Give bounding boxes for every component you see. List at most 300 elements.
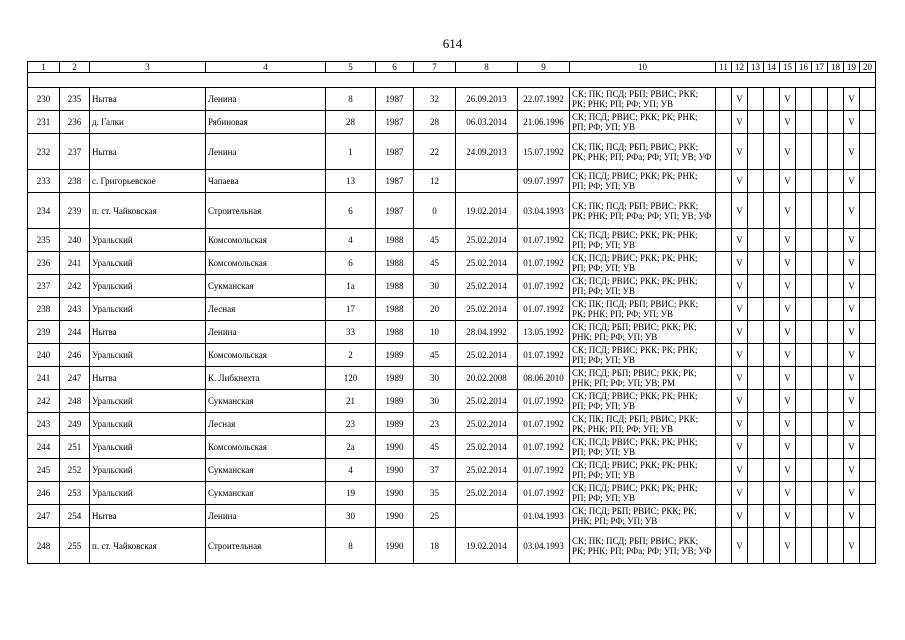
cell-col-7: 32 <box>414 88 456 111</box>
cell-col-2: 254 <box>60 505 90 528</box>
cell-col-16 <box>796 482 812 505</box>
column-header: 4 <box>206 62 326 73</box>
cell-col-3: Уральский <box>90 344 206 367</box>
cell-col-14 <box>764 436 780 459</box>
cell-col-17 <box>812 344 828 367</box>
cell-col-3: Нытва <box>90 321 206 344</box>
cell-col-1: 230 <box>28 88 60 111</box>
cell-col-1: 239 <box>28 321 60 344</box>
cell-col-1: 232 <box>28 134 60 170</box>
table-row <box>28 344 876 367</box>
cell-col-2: 241 <box>60 252 90 275</box>
cell-col-10: СК; ПСД; РВИС; РКК; РК; РНК; РП; РФ; УП; УВ <box>570 436 716 459</box>
cell-col-5: 17 <box>326 298 376 321</box>
cell-col-20 <box>860 390 876 413</box>
cell-col-11 <box>716 88 732 111</box>
cell-col-3: Уральский <box>90 436 206 459</box>
cell-col-13 <box>748 170 764 193</box>
cell-col-6: 1990 <box>376 482 414 505</box>
cell-col-13 <box>748 436 764 459</box>
cell-col-8: 25.02.2014 <box>456 275 518 298</box>
cell-col-11 <box>716 134 732 170</box>
cell-col-4: Комсомольская <box>206 344 326 367</box>
cell-col-6: 1990 <box>376 459 414 482</box>
cell-col-14 <box>764 505 780 528</box>
cell-col-4: Строительная <box>206 193 326 229</box>
cell-col-13 <box>748 390 764 413</box>
cell-col-10: СК; ПСД; РБП; РВИС; РКК; РК; РНК; РП; РФ; УП; УВ <box>570 505 716 528</box>
cell-col-10: СК; ПСД; РВИС; РКК; РК; РНК; РП; РФ; УП; УВ <box>570 229 716 252</box>
cell-col-17 <box>812 321 828 344</box>
cell-col-1: 246 <box>28 482 60 505</box>
cell-col-14 <box>764 367 780 390</box>
cell-col-4: Ленина <box>206 321 326 344</box>
cell-col-4: Сукманская <box>206 459 326 482</box>
cell-col-15: V <box>780 528 796 564</box>
cell-col-5: 6 <box>326 193 376 229</box>
cell-col-7: 22 <box>414 134 456 170</box>
cell-col-8: 19.02.2014 <box>456 193 518 229</box>
cell-col-18 <box>828 134 844 170</box>
cell-col-18 <box>828 344 844 367</box>
cell-col-10: СК; ПК; ПСД; РБП; РВИС; РКК; РК; РНК; РП; РФ; УП; УВ <box>570 88 716 111</box>
cell-col-6: 1989 <box>376 413 414 436</box>
page-number: 614 <box>442 36 463 51</box>
cell-col-2: 239 <box>60 193 90 229</box>
cell-col-17 <box>812 193 828 229</box>
cell-col-5: 4 <box>326 229 376 252</box>
cell-col-1: 233 <box>28 170 60 193</box>
cell-col-4: Комсомольская <box>206 436 326 459</box>
cell-col-4: Комсомольская <box>206 229 326 252</box>
cell-col-8 <box>456 505 518 528</box>
cell-col-3: Уральский <box>90 459 206 482</box>
column-header: 2 <box>60 62 90 73</box>
cell-col-19: V <box>844 367 860 390</box>
cell-col-2: 237 <box>60 134 90 170</box>
table-row <box>28 275 876 298</box>
cell-col-4: Ленина <box>206 88 326 111</box>
cell-col-4: Лесная <box>206 413 326 436</box>
table-row <box>28 367 876 390</box>
cell-col-5: 2 <box>326 344 376 367</box>
cell-col-20 <box>860 134 876 170</box>
cell-col-11 <box>716 111 732 134</box>
cell-col-19: V <box>844 298 860 321</box>
cell-col-15: V <box>780 367 796 390</box>
cell-col-7: 35 <box>414 482 456 505</box>
cell-col-14 <box>764 252 780 275</box>
cell-col-16 <box>796 390 812 413</box>
cell-col-5: 2а <box>326 436 376 459</box>
cell-col-7: 37 <box>414 459 456 482</box>
cell-col-11 <box>716 505 732 528</box>
cell-col-20 <box>860 252 876 275</box>
cell-col-5: 1 <box>326 134 376 170</box>
cell-col-2: 247 <box>60 367 90 390</box>
cell-col-12: V <box>732 252 748 275</box>
cell-col-4: Чапаева <box>206 170 326 193</box>
cell-col-9: 01.07.1992 <box>518 436 570 459</box>
cell-col-17 <box>812 275 828 298</box>
cell-col-19: V <box>844 88 860 111</box>
cell-col-18 <box>828 298 844 321</box>
cell-col-6: 1989 <box>376 390 414 413</box>
cell-col-1: 243 <box>28 413 60 436</box>
cell-col-15: V <box>780 459 796 482</box>
cell-col-19: V <box>844 134 860 170</box>
cell-col-13 <box>748 505 764 528</box>
cell-col-18 <box>828 111 844 134</box>
cell-col-19: V <box>844 252 860 275</box>
table-row <box>28 134 876 170</box>
cell-col-18 <box>828 193 844 229</box>
cell-col-9: 21.06.1996 <box>518 111 570 134</box>
cell-col-13 <box>748 528 764 564</box>
cell-col-12: V <box>732 459 748 482</box>
cell-col-20 <box>860 367 876 390</box>
cell-col-4: Ленина <box>206 134 326 170</box>
table-row <box>28 413 876 436</box>
column-header: 10 <box>570 62 716 73</box>
cell-col-6: 1987 <box>376 88 414 111</box>
cell-col-1: 248 <box>28 528 60 564</box>
cell-col-1: 242 <box>28 390 60 413</box>
cell-col-8: 25.02.2014 <box>456 459 518 482</box>
cell-col-6: 1988 <box>376 275 414 298</box>
cell-col-3: Уральский <box>90 275 206 298</box>
cell-col-1: 237 <box>28 275 60 298</box>
cell-col-2: 242 <box>60 275 90 298</box>
cell-col-11 <box>716 298 732 321</box>
cell-col-13 <box>748 111 764 134</box>
cell-col-1: 234 <box>28 193 60 229</box>
table-row <box>28 436 876 459</box>
cell-col-20 <box>860 436 876 459</box>
cell-col-10: СК; ПК; ПСД; РБП; РВИС; РКК; РК; РНК; РП; РФа; РФ; УП; УВ; УФ <box>570 528 716 564</box>
cell-col-3: п. ст. Чайковская <box>90 528 206 564</box>
cell-col-16 <box>796 111 812 134</box>
cell-col-16 <box>796 367 812 390</box>
cell-col-20 <box>860 482 876 505</box>
cell-col-18 <box>828 229 844 252</box>
cell-col-18 <box>828 505 844 528</box>
cell-col-5: 120 <box>326 367 376 390</box>
cell-col-7: 45 <box>414 436 456 459</box>
table-row <box>28 229 876 252</box>
cell-col-7: 12 <box>414 170 456 193</box>
cell-col-9: 09.07.1997 <box>518 170 570 193</box>
cell-col-16 <box>796 344 812 367</box>
column-header: 17 <box>812 62 828 73</box>
cell-col-19: V <box>844 321 860 344</box>
cell-col-20 <box>860 413 876 436</box>
cell-col-20 <box>860 193 876 229</box>
cell-col-2: 246 <box>60 344 90 367</box>
cell-col-2: 252 <box>60 459 90 482</box>
table-row <box>28 459 876 482</box>
cell-col-13 <box>748 193 764 229</box>
cell-col-11 <box>716 275 732 298</box>
cell-col-15: V <box>780 298 796 321</box>
cell-col-15: V <box>780 344 796 367</box>
cell-col-7: 45 <box>414 229 456 252</box>
cell-col-2: 243 <box>60 298 90 321</box>
cell-col-14 <box>764 170 780 193</box>
cell-col-16 <box>796 229 812 252</box>
cell-col-16 <box>796 134 812 170</box>
cell-col-14 <box>764 413 780 436</box>
cell-col-15: V <box>780 505 796 528</box>
cell-col-7: 10 <box>414 321 456 344</box>
cell-col-18 <box>828 413 844 436</box>
cell-col-14 <box>764 275 780 298</box>
cell-col-11 <box>716 321 732 344</box>
cell-col-20 <box>860 88 876 111</box>
cell-col-8: 25.02.2014 <box>456 252 518 275</box>
cell-col-16 <box>796 436 812 459</box>
cell-col-15: V <box>780 413 796 436</box>
cell-col-11 <box>716 436 732 459</box>
cell-col-18 <box>828 482 844 505</box>
cell-col-14 <box>764 134 780 170</box>
cell-col-13 <box>748 134 764 170</box>
cell-col-14 <box>764 344 780 367</box>
cell-col-18 <box>828 367 844 390</box>
cell-col-15: V <box>780 170 796 193</box>
cell-col-2: 235 <box>60 88 90 111</box>
cell-col-9: 01.04.1993 <box>518 505 570 528</box>
cell-col-4: Сукманская <box>206 275 326 298</box>
cell-col-5: 6 <box>326 252 376 275</box>
column-header: 6 <box>376 62 414 73</box>
cell-col-20 <box>860 170 876 193</box>
cell-col-1: 238 <box>28 298 60 321</box>
cell-col-16 <box>796 88 812 111</box>
cell-col-11 <box>716 229 732 252</box>
cell-col-12: V <box>732 88 748 111</box>
cell-col-13 <box>748 321 764 344</box>
cell-col-20 <box>860 459 876 482</box>
cell-col-6: 1987 <box>376 111 414 134</box>
cell-col-13 <box>748 413 764 436</box>
cell-col-18 <box>828 321 844 344</box>
cell-col-10: СК; ПСД; РВИС; РКК; РК; РНК; РП; РФ; УП; УВ <box>570 459 716 482</box>
cell-col-17 <box>812 252 828 275</box>
cell-col-5: 4 <box>326 459 376 482</box>
cell-col-8: 28.04.1992 <box>456 321 518 344</box>
cell-col-12: V <box>732 298 748 321</box>
cell-col-8: 25.02.2014 <box>456 344 518 367</box>
cell-col-1: 231 <box>28 111 60 134</box>
cell-col-1: 241 <box>28 367 60 390</box>
cell-col-13 <box>748 298 764 321</box>
cell-col-15: V <box>780 134 796 170</box>
column-header: 1 <box>28 62 60 73</box>
column-header: 19 <box>844 62 860 73</box>
cell-col-19: V <box>844 390 860 413</box>
column-header: 20 <box>860 62 876 73</box>
cell-col-20 <box>860 229 876 252</box>
cell-col-15: V <box>780 436 796 459</box>
cell-col-12: V <box>732 367 748 390</box>
cell-col-20 <box>860 275 876 298</box>
cell-col-16 <box>796 252 812 275</box>
cell-col-9: 22.07.1992 <box>518 88 570 111</box>
cell-col-2: 255 <box>60 528 90 564</box>
cell-col-5: 30 <box>326 505 376 528</box>
cell-col-9: 08.06.2010 <box>518 367 570 390</box>
cell-col-13 <box>748 482 764 505</box>
cell-col-9: 01.07.1992 <box>518 390 570 413</box>
cell-col-11 <box>716 482 732 505</box>
cell-col-7: 25 <box>414 505 456 528</box>
column-header: 15 <box>780 62 796 73</box>
cell-col-15: V <box>780 229 796 252</box>
table-row <box>28 321 876 344</box>
column-header: 8 <box>456 62 518 73</box>
cell-col-14 <box>764 390 780 413</box>
cell-col-3: Уральский <box>90 229 206 252</box>
cell-col-8: 24.09.2013 <box>456 134 518 170</box>
cell-col-15: V <box>780 252 796 275</box>
cell-col-19: V <box>844 436 860 459</box>
cell-col-16 <box>796 298 812 321</box>
cell-col-14 <box>764 298 780 321</box>
cell-col-4: Сукманская <box>206 482 326 505</box>
cell-col-17 <box>812 436 828 459</box>
cell-col-18 <box>828 170 844 193</box>
cell-col-1: 235 <box>28 229 60 252</box>
cell-col-9: 13.05.1992 <box>518 321 570 344</box>
cell-col-4: Строительная <box>206 528 326 564</box>
cell-col-6: 1990 <box>376 436 414 459</box>
cell-col-16 <box>796 528 812 564</box>
cell-col-11 <box>716 367 732 390</box>
cell-col-13 <box>748 367 764 390</box>
cell-col-12: V <box>732 134 748 170</box>
cell-col-4: К. Либкнехта <box>206 367 326 390</box>
cell-col-16 <box>796 459 812 482</box>
cell-col-10: СК; ПСД; РВИС; РКК; РК; РНК; РП; РФ; УП; УВ <box>570 275 716 298</box>
table-row <box>28 111 876 134</box>
cell-col-13 <box>748 88 764 111</box>
cell-col-4: Сукманская <box>206 390 326 413</box>
cell-col-14 <box>764 459 780 482</box>
cell-col-13 <box>748 229 764 252</box>
cell-col-3: Нытва <box>90 134 206 170</box>
cell-col-19: V <box>844 275 860 298</box>
cell-col-9: 01.07.1992 <box>518 344 570 367</box>
column-header: 13 <box>748 62 764 73</box>
cell-col-2: 249 <box>60 413 90 436</box>
cell-col-13 <box>748 344 764 367</box>
cell-col-6: 1988 <box>376 252 414 275</box>
cell-col-5: 1а <box>326 275 376 298</box>
cell-col-15: V <box>780 321 796 344</box>
cell-col-9: 01.07.1992 <box>518 275 570 298</box>
cell-col-14 <box>764 111 780 134</box>
cell-col-10: СК; ПСД; РВИС; РКК; РК; РНК; РП; РФ; УП; УВ <box>570 252 716 275</box>
cell-col-17 <box>812 413 828 436</box>
cell-col-20 <box>860 528 876 564</box>
cell-col-5: 8 <box>326 88 376 111</box>
column-header: 9 <box>518 62 570 73</box>
cell-col-10: СК; ПСД; РВИС; РКК; РК; РНК; РП; РФ; УП; УВ <box>570 170 716 193</box>
cell-col-16 <box>796 321 812 344</box>
cell-col-20 <box>860 505 876 528</box>
cell-col-1: 236 <box>28 252 60 275</box>
cell-col-10: СК; ПК; ПСД; РБП; РВИС; РКК; РК; РНК; РП; РФа; РФ; УП; УВ; УФ <box>570 193 716 229</box>
cell-col-9: 01.07.1992 <box>518 413 570 436</box>
cell-col-14 <box>764 193 780 229</box>
cell-col-11 <box>716 252 732 275</box>
cell-col-6: 1990 <box>376 528 414 564</box>
cell-col-12: V <box>732 390 748 413</box>
cell-col-2: 253 <box>60 482 90 505</box>
register-table <box>27 61 876 564</box>
column-header: 11 <box>716 62 732 73</box>
cell-col-18 <box>828 528 844 564</box>
cell-col-8: 19.02.2014 <box>456 528 518 564</box>
cell-col-7: 18 <box>414 528 456 564</box>
cell-col-18 <box>828 275 844 298</box>
column-header: 12 <box>732 62 748 73</box>
cell-col-12: V <box>732 482 748 505</box>
cell-col-7: 30 <box>414 275 456 298</box>
cell-col-9: 15.07.1992 <box>518 134 570 170</box>
cell-col-3: д. Галки <box>90 111 206 134</box>
cell-col-9: 01.07.1992 <box>518 298 570 321</box>
cell-col-3: п. ст. Чайковская <box>90 193 206 229</box>
table-row <box>28 252 876 275</box>
column-header: 7 <box>414 62 456 73</box>
cell-col-2: 238 <box>60 170 90 193</box>
cell-col-13 <box>748 275 764 298</box>
cell-col-8: 06.03.2014 <box>456 111 518 134</box>
cell-col-7: 45 <box>414 252 456 275</box>
cell-col-19: V <box>844 170 860 193</box>
cell-col-12: V <box>732 528 748 564</box>
cell-col-10: СК; ПК; ПСД; РБП; РВИС; РКК; РК; РНК; РП; РФ; УП; УВ <box>570 298 716 321</box>
cell-col-5: 23 <box>326 413 376 436</box>
column-header: 18 <box>828 62 844 73</box>
cell-col-18 <box>828 252 844 275</box>
cell-col-3: Уральский <box>90 390 206 413</box>
cell-col-15: V <box>780 390 796 413</box>
cell-col-17 <box>812 88 828 111</box>
cell-col-8: 25.02.2014 <box>456 482 518 505</box>
cell-col-17 <box>812 528 828 564</box>
cell-col-17 <box>812 298 828 321</box>
cell-col-3: Уральский <box>90 252 206 275</box>
cell-col-20 <box>860 298 876 321</box>
cell-col-6: 1989 <box>376 344 414 367</box>
cell-col-8: 25.02.2014 <box>456 390 518 413</box>
column-header: 3 <box>90 62 206 73</box>
cell-col-19: V <box>844 505 860 528</box>
cell-col-6: 1990 <box>376 505 414 528</box>
cell-col-3: Нытва <box>90 88 206 111</box>
cell-col-10: СК; ПСД; РВИС; РКК; РК; РНК; РП; РФ; УП; УВ <box>570 390 716 413</box>
cell-col-8: 25.02.2014 <box>456 229 518 252</box>
cell-col-14 <box>764 321 780 344</box>
cell-col-9: 01.07.1992 <box>518 482 570 505</box>
cell-col-3: Уральский <box>90 482 206 505</box>
cell-col-5: 21 <box>326 390 376 413</box>
cell-col-3: Нытва <box>90 505 206 528</box>
cell-col-2: 244 <box>60 321 90 344</box>
